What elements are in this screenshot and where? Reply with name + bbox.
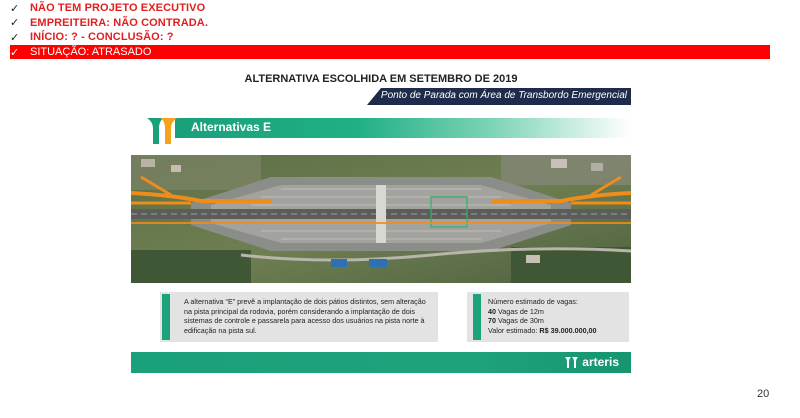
slide-title: ALTERNATIVA ESCOLHIDA EM SETEMBRO DE 2019 xyxy=(244,73,518,85)
status-text: SITUAÇÃO: ATRASADO xyxy=(30,46,152,58)
arteris-mark-icon xyxy=(143,110,179,146)
checkmark-icon: ✓ xyxy=(10,31,20,44)
estimate-line xyxy=(488,307,625,317)
brand-logo xyxy=(565,355,619,369)
footer-band xyxy=(131,352,631,373)
checklist-item xyxy=(10,30,770,45)
section-label: Alternativas E xyxy=(191,120,272,134)
estimate-value-label: Valor estimado: xyxy=(488,325,540,335)
aerial-photo-illustration xyxy=(131,155,631,283)
aerial-photo xyxy=(131,155,631,283)
status-checklist xyxy=(10,1,770,45)
estimate-label: Vagas de 30m xyxy=(496,316,544,325)
checklist-item xyxy=(10,16,770,31)
estimate-count: 70 xyxy=(488,316,496,325)
section-header xyxy=(131,108,631,148)
checklist-item xyxy=(10,1,770,16)
checklist-text: EMPREITEIRA: NÃO CONTRADA. xyxy=(30,16,208,29)
estimate-label: Vagas de 12m xyxy=(496,306,544,316)
description-box xyxy=(160,292,438,342)
estimate-heading: Número estimado de vagas: xyxy=(488,297,578,306)
estimate-text xyxy=(488,297,625,335)
checkmark-icon: ✓ xyxy=(10,17,20,30)
checkmark-icon: ✓ xyxy=(10,46,20,59)
arteris-logo-icon xyxy=(565,356,579,368)
accent-bar xyxy=(162,294,170,340)
estimate-line xyxy=(488,316,625,326)
estimate-box xyxy=(467,292,629,342)
checkmark-icon: ✓ xyxy=(10,2,20,15)
checklist-text: NÃO TEM PROJETO EXECUTIVO xyxy=(30,2,206,15)
status-banner xyxy=(10,45,770,59)
checklist-text: INÍCIO: ? - CONCLUSÃO: ? xyxy=(30,31,174,44)
brand-name: arteris xyxy=(582,355,619,369)
estimate-value: R$ 39.000.000,00 xyxy=(539,325,597,335)
accent-bar xyxy=(473,294,481,340)
page-number: 20 xyxy=(757,388,770,400)
estimate-value-line xyxy=(488,326,625,336)
slide-subtitle: Ponto de Parada com Área de Transbordo Emergencial xyxy=(380,90,627,101)
alternative-description: A alternativa “E” prevê a implantação de dois pátios distintos, sem alteração na pista principal da rodovia, porém considerando a implantação de dois sistemas de controle e passarela para acesso dos usuários na pista norte à edificação na pista sul. xyxy=(184,297,426,335)
subtitle-band xyxy=(131,88,631,105)
estimate-count: 40 xyxy=(488,306,496,316)
